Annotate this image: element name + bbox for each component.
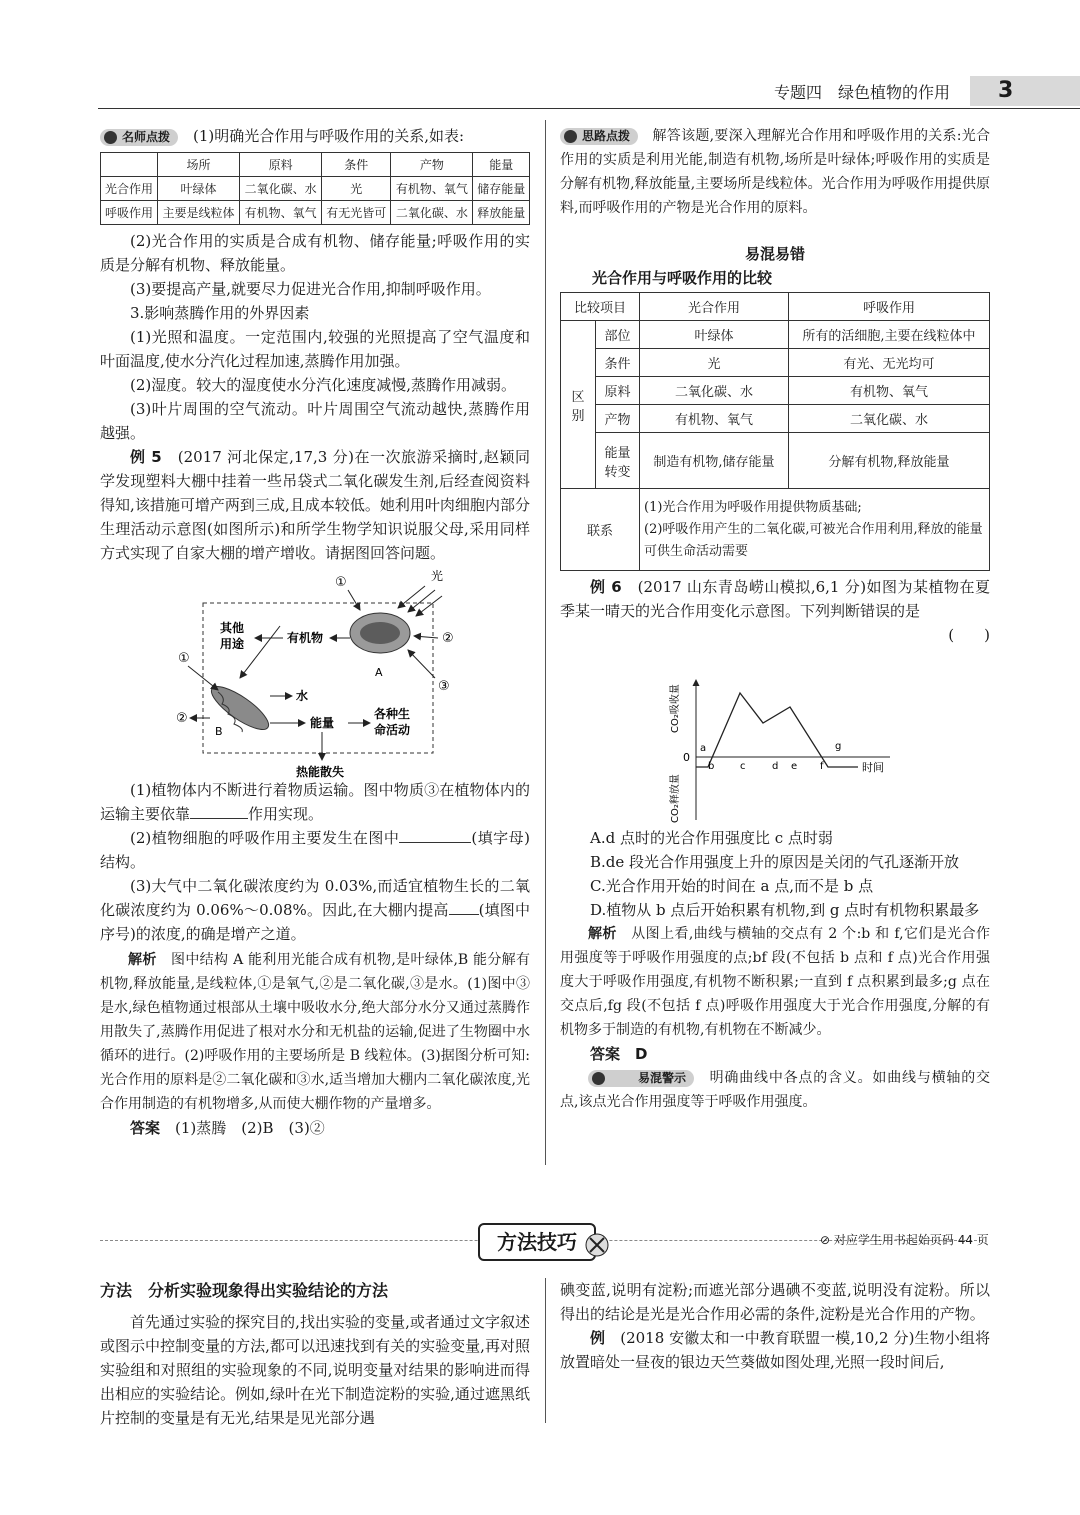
analysis-text: 从图上看,曲线与横轴的交点有 2 个:b 和 f,它们是光合作用强度等于呼吸作用强度的点;bf 段(不包括 b 点和 f 点)光合作用强度大于呼吸作用强度,有机物不断积累;一直到 f 点积累到最多;g 点在交点后,fg 段(不包括 f 点)呼吸作用强度大于光合作用强度,分解的有机物多于制造的有机物,有机物在不断减少。: [560, 926, 991, 1038]
link-label: 联系: [561, 489, 640, 571]
x-axis-label: 时间: [862, 761, 884, 774]
svg-text:用途: 用途: [220, 637, 245, 651]
idea-badge: 思路点拨: [560, 128, 638, 145]
paragraph: (3)要提高产量,就要尽力促进光合作用,抑制呼吸作用。: [130, 280, 491, 298]
light-label: 光: [431, 569, 444, 583]
table-row: 原料 二氧化碳、水 有机物、氧气: [561, 377, 990, 405]
page-reference: 对应学生用书起始页码 44 页: [833, 1233, 989, 1247]
table-header-cell: 产物: [391, 153, 473, 177]
column-divider: [545, 120, 546, 1165]
warning-badge: 易混警示: [588, 1070, 694, 1087]
water-label: 水: [296, 689, 309, 703]
table-row: 能量转变 制造有机物,储存能量 分解有机物,释放能量: [561, 433, 990, 489]
label-a: A: [375, 666, 383, 679]
question-1: (1)植物体内不断进行着物质运输。图中物质③在植物体内的运输主要依靠: [100, 781, 530, 823]
point-c: c: [740, 761, 746, 772]
right-column-lower: [560, 826, 990, 1114]
comparison-table: 比较项目 光合作用 呼吸作用 区别 部位 叶绿体 所有的活细胞,主要在线粒体中 条件 光 有光、无光均可 原料 二氧化碳、水 有机物、氧气 产物 有机物、氧气 二氧化碳、水 能量转变 制造有机物,储存能量 分解有机物,释放能量 联系 (1)光合作用为呼吸作用提供物质基础; (2)呼吸作用产生的二氧化碳,可被光合作用利用,释放的能量可供生命活动需要: [560, 292, 990, 571]
other-use-label: 其他: [220, 621, 245, 635]
chapter-title: 专题四 绿色植物的作用: [773, 83, 950, 102]
table-row: 产物 有机物、氧气 二氧化碳、水: [561, 405, 990, 433]
analysis-label: 解析: [128, 952, 157, 968]
table-header-cell: 原料: [240, 153, 322, 177]
paragraph: (2)光合作用的实质是合成有机物、储存能量;呼吸作用的实质是分解有机物、释放能量。: [100, 232, 530, 274]
methods-text: 首先通过实验的探究目的,找出实验的变量,或者通过文字叙述或图示中控制变量的方法,都可以迅速找到有关的实验变量,再对照实验组和对照组的实验现象的不同,说明变量对结果的影响进而得出相应的实验结论。例如,绿叶在光下制造淀粉的实验,通过遮黑纸片控制的变量是有无光,结果是见光部分遇: [100, 1313, 530, 1427]
page-ref-icon: ⊘: [820, 1233, 831, 1247]
subheading: 3.影响蒸腾作用的外界因素: [130, 304, 310, 322]
point-a: a: [700, 743, 707, 754]
methods-left: [100, 1278, 530, 1430]
example-text: (2017 河北保定,17,3 分)在一次旅游采摘时,赵颖同学发现塑料大棚中挂着一些吊袋式二氧化碳发生剂,后经查阅资料得知,该措施可增产两到三成,且成本较低。她利用叶肉细胞内部分生理活动示意图(如图所示)和所学生物学知识说服父母,采用同样方式实现了自家大棚的增产增收。请据图回答问题。: [100, 448, 530, 562]
question-2: (2)植物细胞的呼吸作用主要发生在图中: [130, 829, 400, 847]
table-header-cell: 场所: [158, 153, 240, 177]
left-column: [100, 124, 530, 565]
option-a[interactable]: A.d 点时的光合作用强度比 c 点时弱: [590, 829, 833, 847]
point-b: b: [708, 761, 715, 772]
life-activity-label: 各种生: [374, 707, 411, 721]
table-row: 区别 部位 叶绿体 所有的活细胞,主要在线粒体中: [561, 321, 990, 349]
header-rule: [98, 108, 1080, 109]
teacher-tip-badge: 名师点拨: [100, 129, 178, 146]
marker-1-top: ①: [335, 575, 347, 590]
photosynthesis-graph: [660, 675, 900, 825]
paragraph: (3)叶片周围的空气流动。叶片周围空气流动越快,蒸腾作用越强。: [100, 400, 530, 442]
marker-3-right: ③: [438, 679, 450, 694]
answer-bracket[interactable]: ( ): [948, 626, 990, 644]
methods-title: 分析实验现象得出实验结论的方法: [148, 1281, 389, 1300]
marker-2-left: ②: [176, 711, 188, 726]
example-text: (2018 安徽太和一中教育联盟一模,10,2 分)生物小组将放置暗处一昼夜的银边天竺葵做如图处理,光照一段时间后,: [560, 1329, 990, 1371]
point-d: d: [772, 761, 779, 772]
answer-label: 答案: [130, 1119, 161, 1137]
methods-right: [560, 1278, 990, 1374]
point-f: f: [820, 761, 824, 772]
right-column: [560, 124, 990, 647]
table-header-cell: 能量: [473, 153, 530, 177]
table-header-cell: 条件: [322, 153, 391, 177]
tools-icon: [584, 1232, 610, 1258]
organic-label: 有机物: [287, 631, 324, 645]
answer-blank[interactable]: [449, 914, 479, 915]
methods-label: 方法: [100, 1281, 133, 1300]
methods-banner: 方法技巧: [478, 1223, 596, 1261]
methods-continued: 碘变蓝,说明有淀粉;而遮光部分遇碘不变蓝,说明没有淀粉。所以得出的结论是光是光合作用必需的条件,淀粉是光合作用的产物。: [560, 1281, 990, 1323]
cell-activity-diagram: [170, 568, 480, 808]
example-text: (2017 山东青岛崂山模拟,6,1 分)如图为某植物在夏季某一晴天的光合作用变化示意图。下列判断错误的是: [560, 578, 990, 620]
table-row: 联系 (1)光合作用为呼吸作用提供物质基础; (2)呼吸作用产生的二氧化碳,可被光合作用利用,释放的能量可供生命活动需要: [561, 489, 990, 571]
idea-text: 解答该题,要深入理解光合作用和呼吸作用的关系:光合作用的实质是利用光能,制造有机物,场所是叶绿体;呼吸作用的实质是分解有机物,释放能量,主要场所是线粒体。光合作用为呼吸作用提供原料,而呼吸作用的产物是光合作用的原料。: [560, 128, 991, 216]
marker-1-left: ①: [178, 651, 190, 666]
table-row: 光合作用 叶绿体 二氧化碳、水 光 有机物、氧气 储存能量: [101, 177, 530, 201]
point-g: g: [835, 741, 842, 752]
example-label: 例 6: [590, 578, 622, 596]
group-label: 区别: [561, 321, 596, 489]
origin-label: 0: [683, 751, 690, 764]
marker-2-right: ②: [442, 631, 454, 646]
paragraph: (1)光照和温度。一定范围内,较强的光照提高了空气温度和叶面温度,使水分汽化过程加速,蒸腾作用加强。: [100, 328, 530, 370]
example-label: 例 5: [130, 448, 162, 466]
analysis-text: 图中结构 A 能利用光能合成有机物,是叶绿体,B 能分解有机物,释放能量,是线粒体,①是氧气,②是二氧化碳,③是水。(1)图中③是水,绿色植物通过根部从土壤中吸收水分,绝大部分水分又通过蒸腾作用散失了,蒸腾作用促进了根对水分和无机盐的运输,促进了生物圈中水循环的进行。(2)呼吸作用的主要场所是 B 线粒体。(3)据图分析可知:光合作用的原料是②二氧化碳和③水,适当增加大棚内二氧化碳浓度,光合作用制造的有机物增多,从而使大棚作物的产量增多。: [100, 952, 531, 1112]
heat-loss-label: 热能散失: [296, 765, 345, 779]
section-subtitle: 光合作用与呼吸作用的比较: [592, 269, 773, 287]
paragraph: (2)湿度。较大的湿度使水分汽化速度减慢,蒸腾作用减弱。: [130, 376, 517, 394]
question-3: (3)大气中二氧化碳浓度约为 0.03%,而适宜植物生长的二氧化碳浓度约为 0.06%～0.08%。因此,在大棚内提高: [100, 877, 530, 919]
option-d[interactable]: D.植物从 b 点后开始积累有机物,到 g 点时有机物积累最多: [590, 901, 980, 919]
tip-text: (1)明确光合作用与呼吸作用的关系,如表:: [193, 127, 465, 145]
y-axis-top-label: CO₂吸收量: [670, 684, 681, 733]
y-axis-bottom-label: CO₂释放量: [670, 774, 681, 823]
answer-text: D: [635, 1045, 648, 1063]
energy-label: 能量: [310, 716, 335, 730]
example-label: 例: [590, 1329, 606, 1347]
option-b[interactable]: B.de 段光合作用强度上升的原因是关闭的气孔逐渐开放: [590, 853, 960, 871]
table-row: 条件 光 有光、无光均可: [561, 349, 990, 377]
point-e: e: [791, 761, 798, 772]
relation-table: [100, 152, 530, 225]
answer-blank[interactable]: [190, 818, 248, 819]
answer-text: (1)蒸腾 (2)B (3)②: [175, 1119, 325, 1137]
label-b: B: [215, 725, 223, 738]
section-title: 易混易错: [744, 245, 805, 263]
answer-label: 答案: [590, 1045, 621, 1063]
answer-blank[interactable]: [399, 842, 471, 843]
column-divider-lower: [545, 1278, 546, 1423]
warning-text: 明确曲线中各点的含义。如曲线与横轴的交点,该点光合作用强度等于呼吸作用强度。: [560, 1070, 991, 1110]
page-number: 3: [970, 76, 1080, 106]
analysis-label: 解析: [588, 926, 617, 942]
svg-text:命活动: 命活动: [374, 723, 411, 737]
option-c[interactable]: C.光合作用开始的时间在 a 点,而不是 b 点: [590, 877, 874, 895]
curve-line: [696, 693, 858, 767]
table-row: 呼吸作用 主要是线粒体 有机物、氧气 有无光皆可 二氧化碳、水 释放能量: [101, 201, 530, 225]
left-column-lower: (1)植物体内不断进行着物质运输。图中物质③在植物体内的运输主要依靠 作用实现。 (2)植物细胞的呼吸作用主要发生在图中 (填字母)结构。 (3)大气中二氧化碳浓度约为 0.03%,而适宜植物生长的二氧化碳浓度约为 0.06%～0.08%。因此,在大棚内提高 (填图中序号)的浓度,的确是增产之道。 解析 图中结构 A 能利用光能合成有机物,是叶绿体,B 能分解有机物,释放能量,是线粒体,①是氧气,②是二氧化碳,③是水。(1)图中③是水,绿色植物通过根部从土壤中吸收水分,绝大部分水分又通过蒸腾作用散失了,蒸腾作用促进了根对水分和无机盐的运输,促进了生物圈中水循环的进行。(2)呼吸作用的主要场所是 B 线粒体。(3)据图分析可知:光合作用的原料是②二氧化碳和③水,适当增加大棚内二氧化碳浓度,光合作用制造的有机物增多,从而使大棚作物的产量增多。 答案 (1)蒸腾 (2)B (3)②: [100, 781, 531, 1137]
